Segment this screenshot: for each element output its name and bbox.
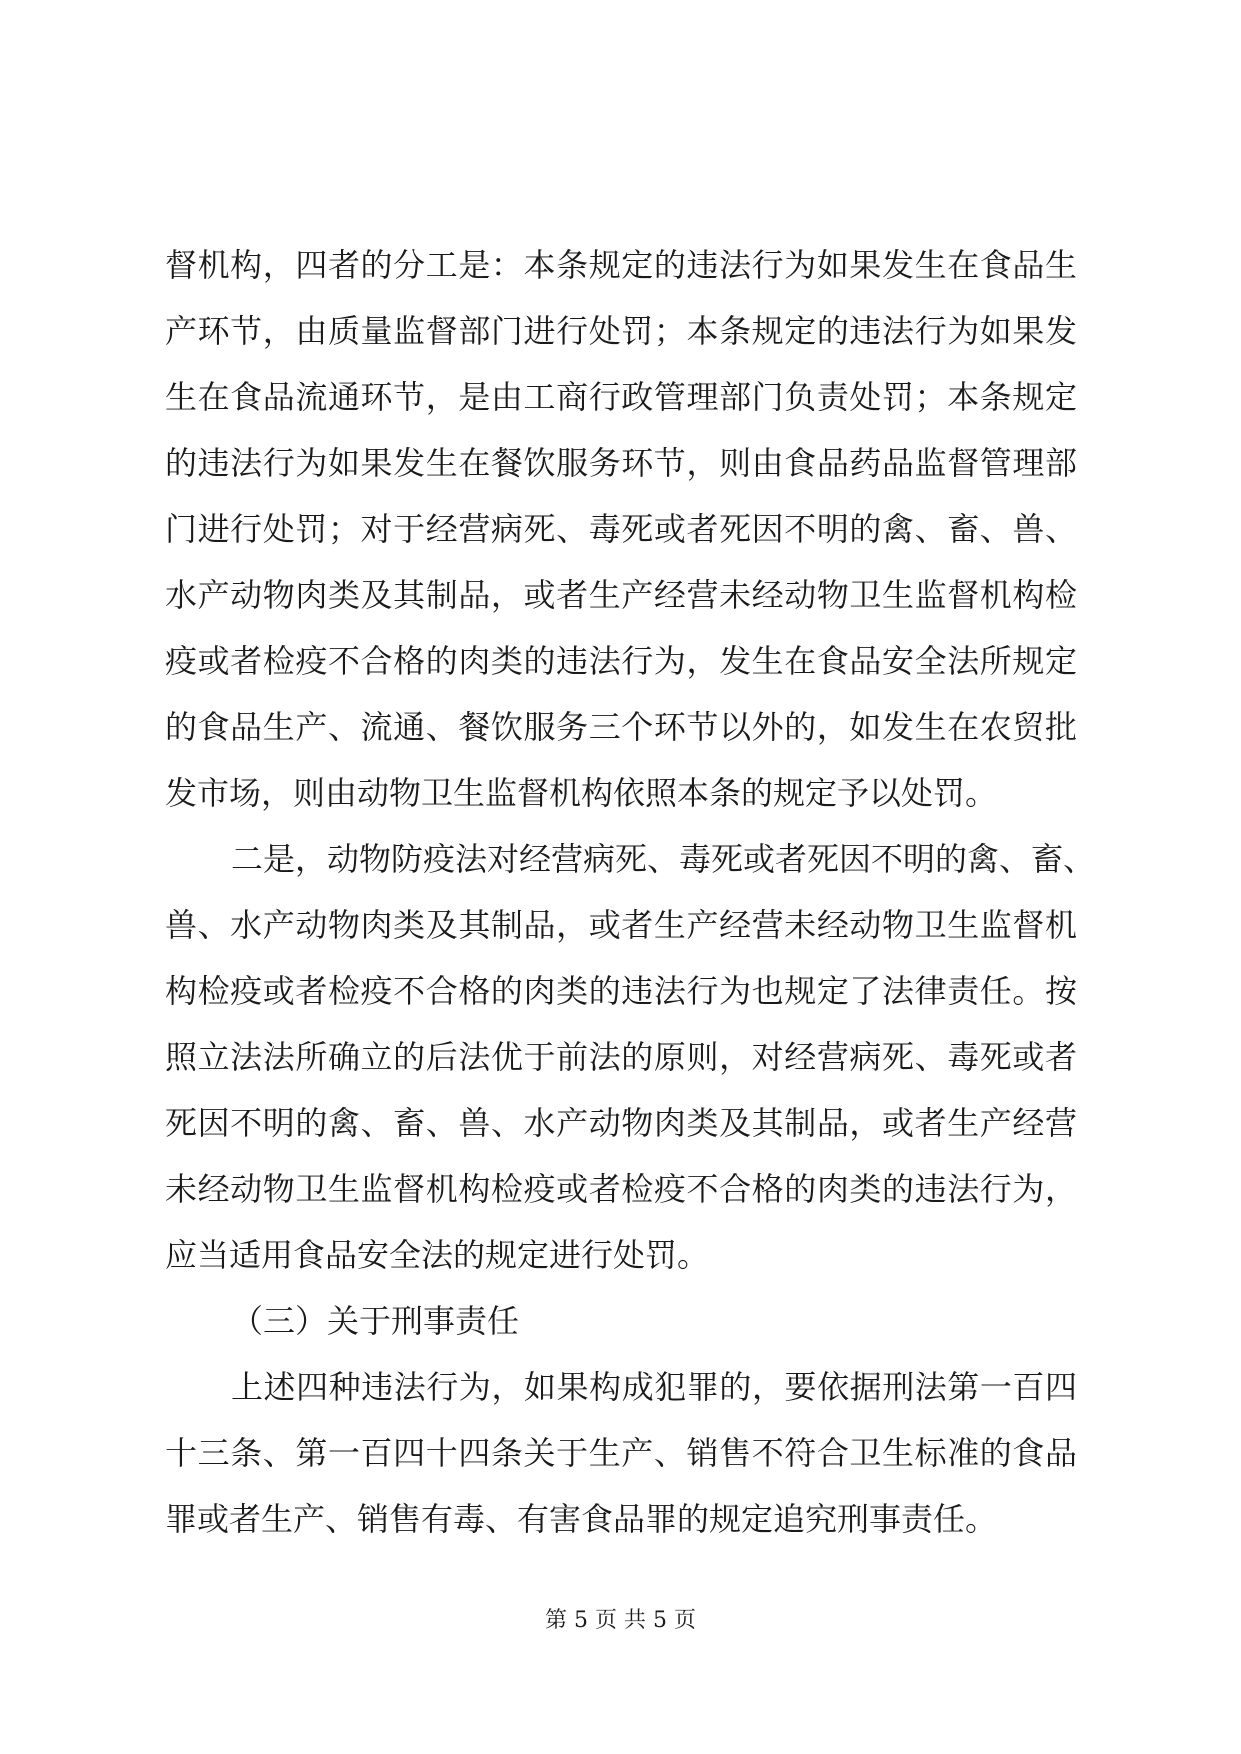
paragraph-first-line: 上述四种违法行为，如果构成犯罪的，要依据刑法第一百四	[231, 1368, 1077, 1406]
body-line: 照立法法所确立的后法优于前法的原则，对经营病死、毒死或者	[165, 1038, 1077, 1076]
document-body	[165, 232, 1096, 1552]
body-line: 应当适用食品安全法的规定进行处罚。	[165, 1236, 710, 1274]
body-line: 构检疫或者检疫不合格的肉类的违法行为也规定了法律责任。按	[165, 972, 1077, 1010]
body-line: 水产动物肉类及其制品，或者生产经营未经动物卫生监督机构检	[165, 576, 1077, 614]
body-line: 生在食品流通环节，是由工商行政管理部门负责处罚；本条规定	[165, 378, 1077, 416]
paragraph-first-line: 二是，动物防疫法对经营病死、毒死或者死因不明的禽、畜、	[231, 840, 1096, 878]
body-line: 十三条、第一百四十四条关于生产、销售不符合卫生标准的食品	[165, 1434, 1077, 1472]
page-number-footer: 第 5 页 共 5 页	[545, 1608, 696, 1633]
body-line: 的食品生产、流通、餐饮服务三个环节以外的，如发生在农贸批	[165, 708, 1077, 746]
body-line: 未经动物卫生监督机构检疫或者检疫不合格的肉类的违法行为，	[165, 1170, 1077, 1208]
section-heading: （三）关于刑事责任	[231, 1302, 520, 1340]
body-line: 督机构，四者的分工是：本条规定的违法行为如果发生在食品生	[165, 246, 1077, 284]
body-line: 疫或者检疫不合格的肉类的违法行为，发生在食品安全法所规定	[165, 642, 1077, 680]
body-line: 产环节，由质量监督部门进行处罚；本条规定的违法行为如果发	[165, 312, 1077, 350]
body-line: 罪或者生产、销售有毒、有害食品罪的规定追究刑事责任。	[165, 1500, 998, 1538]
body-line: 兽、水产动物肉类及其制品，或者生产经营未经动物卫生监督机	[165, 906, 1077, 944]
body-line: 死因不明的禽、畜、兽、水产动物肉类及其制品，或者生产经营	[165, 1104, 1077, 1142]
body-line: 的违法行为如果发生在餐饮服务环节，则由食品药品监督管理部	[165, 444, 1077, 482]
body-line: 门进行处罚；对于经营病死、毒死或者死因不明的禽、畜、兽、	[165, 510, 1077, 548]
body-line: 发市场，则由动物卫生监督机构依照本条的规定予以处罚。	[165, 774, 998, 812]
